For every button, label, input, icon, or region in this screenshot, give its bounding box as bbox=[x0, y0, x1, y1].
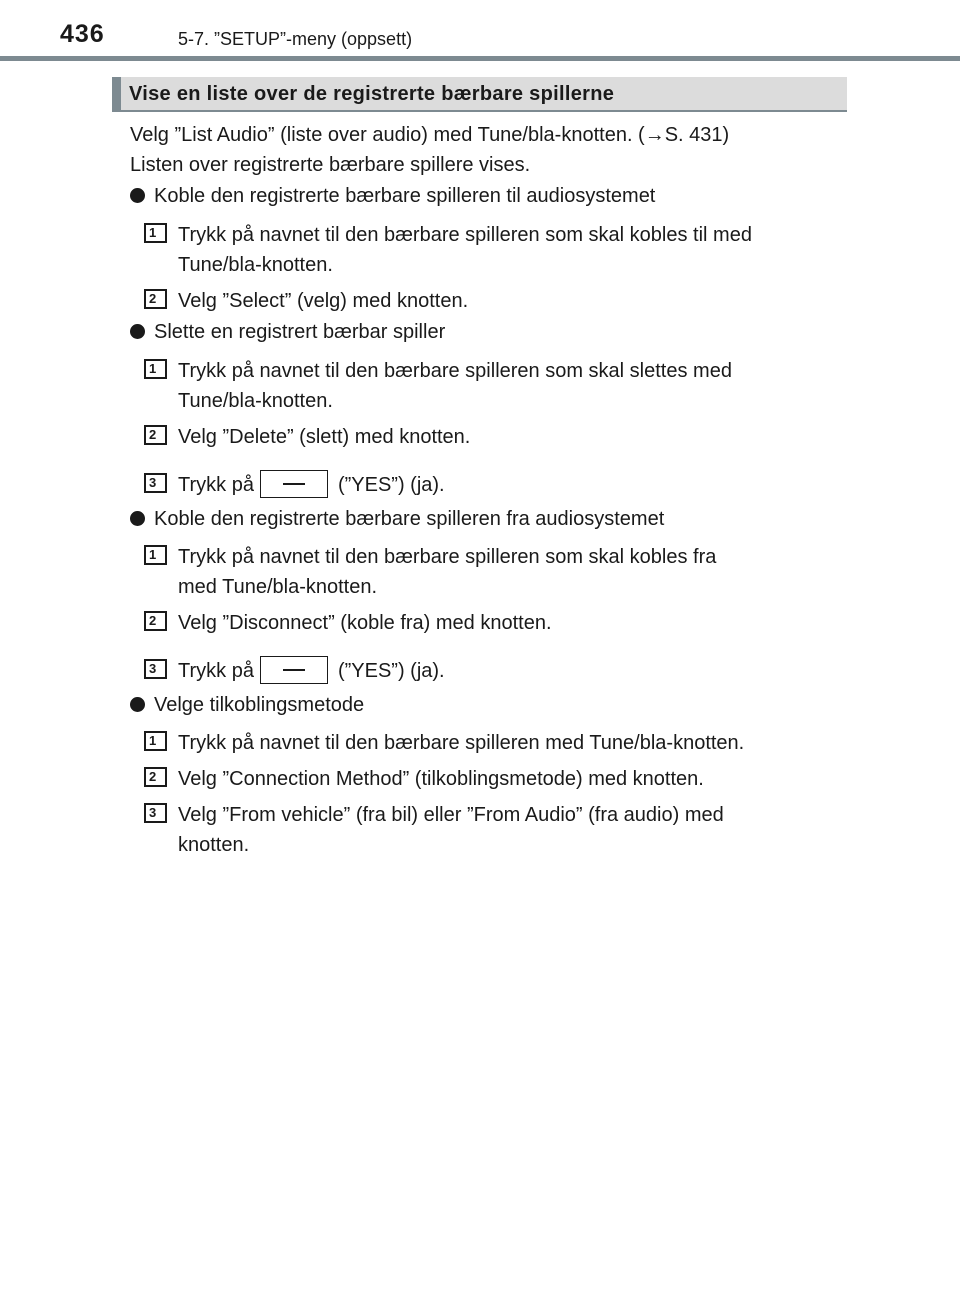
intro-line-1: Velg ”List Audio” (liste over audio) med Tune/bla-knotten. (→S. 431) bbox=[130, 124, 730, 146]
step-text-line: Velg ”From vehicle” (fra bil) eller ”From Audio” (fra audio) med bbox=[178, 804, 724, 826]
step-text-line: Velg ”Connection Method” (tilkoblingsmetode) med knotten. bbox=[178, 768, 704, 790]
subsection-title-box bbox=[112, 77, 847, 112]
step-text-line: knotten. bbox=[178, 834, 250, 856]
step-text-line: Trykk på navnet til den bærbare spilleren med Tune/bla-knotten. bbox=[178, 732, 745, 754]
header-rule bbox=[0, 56, 960, 61]
bullet-label: Velge tilkoblingsmetode bbox=[154, 694, 365, 716]
step-text-before: Trykk på bbox=[178, 660, 254, 682]
bullet-item bbox=[130, 690, 842, 721]
step-text-line: Velg ”Select” (velg) med knotten. bbox=[178, 290, 469, 312]
step-badge: 2 bbox=[144, 611, 167, 631]
step-text-line bbox=[178, 656, 842, 687]
yes-button-icon bbox=[260, 470, 328, 498]
section-title: 5-7. ”SETUP”-meny (oppsett) bbox=[178, 29, 413, 49]
bullet-dot-icon bbox=[130, 188, 145, 203]
step-text-line: Velg ”Disconnect” (koble fra) med knotten. bbox=[178, 612, 552, 634]
step-badge: 2 bbox=[144, 289, 167, 309]
step-text-line bbox=[178, 470, 842, 501]
page-number: 436 bbox=[60, 20, 105, 48]
step-badge: 2 bbox=[144, 425, 167, 445]
step-badge: 1 bbox=[144, 731, 167, 751]
bullet-label: Koble den registrerte bærbare spilleren fra audiosystemet bbox=[154, 508, 665, 530]
step-badge: 1 bbox=[144, 359, 167, 379]
step-badge: 1 bbox=[144, 545, 167, 565]
bullet-dot-icon bbox=[130, 511, 145, 526]
step-badge: 3 bbox=[144, 659, 167, 679]
subsection-title: Vise en liste over de registrerte bærbare spillerne bbox=[129, 83, 615, 105]
bullet-label: Koble den registrerte bærbare spilleren til audiosystemet bbox=[154, 185, 656, 207]
step-text-line: Trykk på navnet til den bærbare spilleren som skal kobles til med bbox=[178, 224, 752, 246]
bullet-label: Slette en registrert bærbar spiller bbox=[154, 321, 446, 343]
step-badge: 1 bbox=[144, 223, 167, 243]
intro-line-2: Listen over registrerte bærbare spillere vises. bbox=[130, 154, 531, 176]
step-badge: 3 bbox=[144, 803, 167, 823]
step-text-line: Trykk på navnet til den bærbare spilleren som skal kobles fra bbox=[178, 546, 717, 568]
step-badge: 2 bbox=[144, 767, 167, 787]
yes-button-icon bbox=[260, 656, 328, 684]
step-text-line: Tune/bla-knotten. bbox=[178, 254, 333, 276]
step-text-after: (”YES”) (ja). bbox=[337, 474, 445, 496]
bullet-item bbox=[130, 504, 842, 535]
bullet-item bbox=[130, 181, 842, 212]
step-text-line: med Tune/bla-knotten. bbox=[178, 576, 378, 598]
step-text-line: Velg ”Delete” (slett) med knotten. bbox=[178, 426, 471, 448]
step-text-after: (”YES”) (ja). bbox=[337, 660, 445, 682]
step-text-line: Tune/bla-knotten. bbox=[178, 390, 333, 412]
step-badge: 3 bbox=[144, 473, 167, 493]
bullet-dot-icon bbox=[130, 697, 145, 712]
bullet-dot-icon bbox=[130, 324, 145, 339]
bullet-item bbox=[130, 317, 842, 348]
step-text-line: Trykk på navnet til den bærbare spilleren som skal slettes med bbox=[178, 360, 732, 382]
step-text-before: Trykk på bbox=[178, 474, 254, 496]
